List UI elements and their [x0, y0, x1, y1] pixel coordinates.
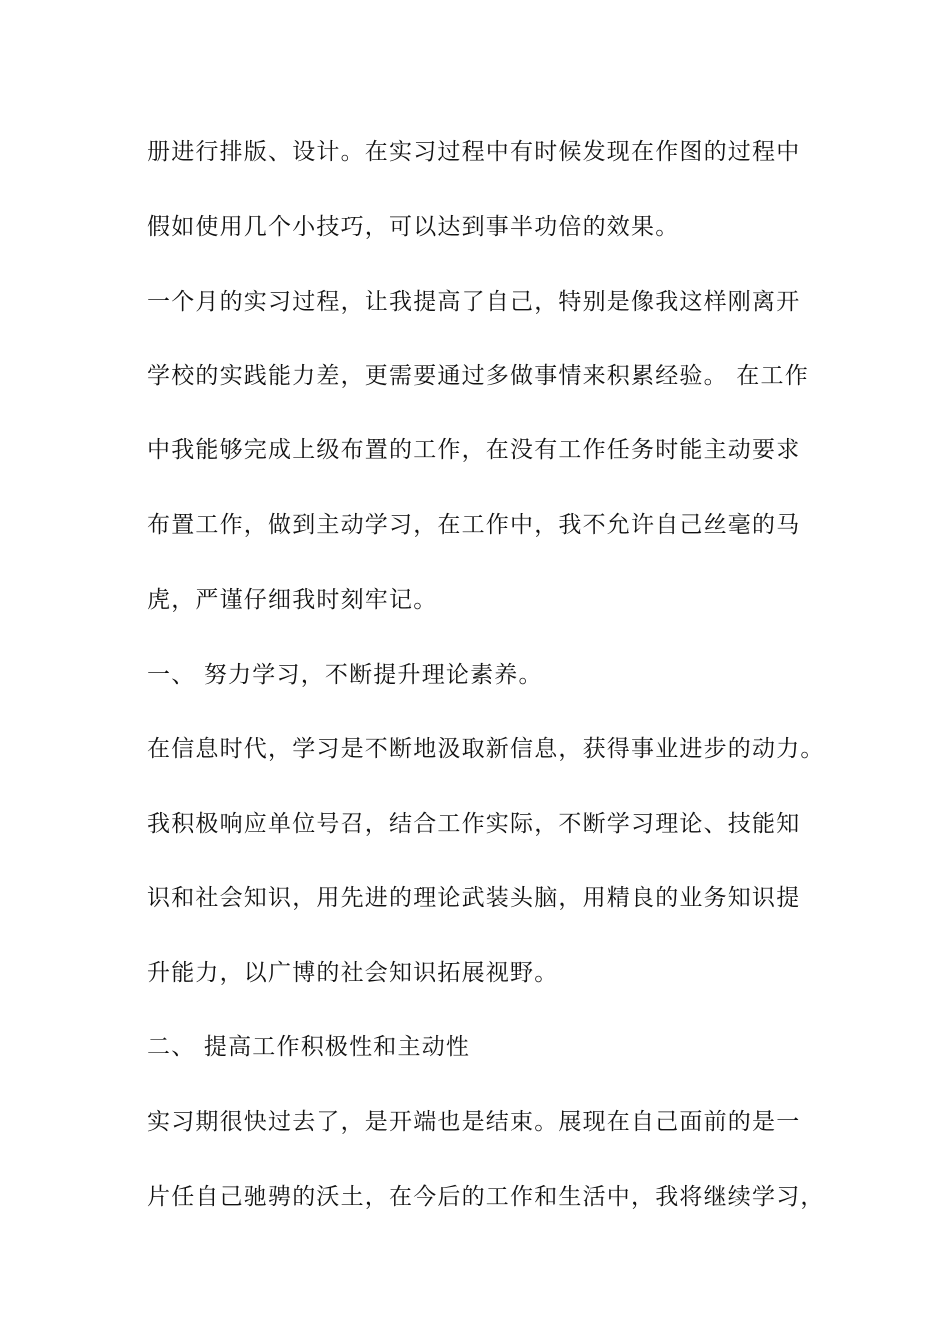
text-line: 中我能够完成上级布置的工作，在没有工作任务时能主动要求 — [147, 437, 801, 463]
text-line: 一个月的实习过程，让我提高了自己，特别是像我这样刚离开 — [147, 289, 801, 315]
text-line: 布置工作，做到主动学习，在工作中，我不允许自己丝毫的马 — [147, 512, 801, 538]
text-line: 学校的实践能力差，更需要通过多做事情来积累经验。 在工作 — [147, 363, 809, 389]
text-line: 在信息时代，学习是不断地汲取新信息，获得事业进步的动力。 — [147, 736, 825, 762]
section-heading: 一、 努力学习，不断提升理论素养。 — [147, 662, 543, 688]
text-line: 虎，严谨仔细我时刻牢记。 — [147, 587, 438, 613]
text-line: 实习期很快过去了，是开端也是结束。展现在自己面前的是一 — [147, 1109, 801, 1135]
text-line: 识和社会知识，用先进的理论武装头脑，用精良的业务知识提 — [147, 885, 801, 911]
section-heading: 二、 提高工作积极性和主动性 — [147, 1034, 471, 1060]
text-line: 片任自己驰骋的沃土，在今后的工作和生活中，我将继续学习， — [147, 1184, 825, 1210]
text-line: 我积极响应单位号召，结合工作实际，不断学习理论、技能知 — [147, 811, 801, 837]
text-line: 册进行排版、设计。在实习过程中有时候发现在作图的过程中 — [147, 139, 801, 165]
text-line: 升能力，以广博的社会知识拓展视野。 — [147, 960, 559, 986]
text-line: 假如使用几个小技巧，可以达到事半功倍的效果。 — [147, 214, 680, 240]
